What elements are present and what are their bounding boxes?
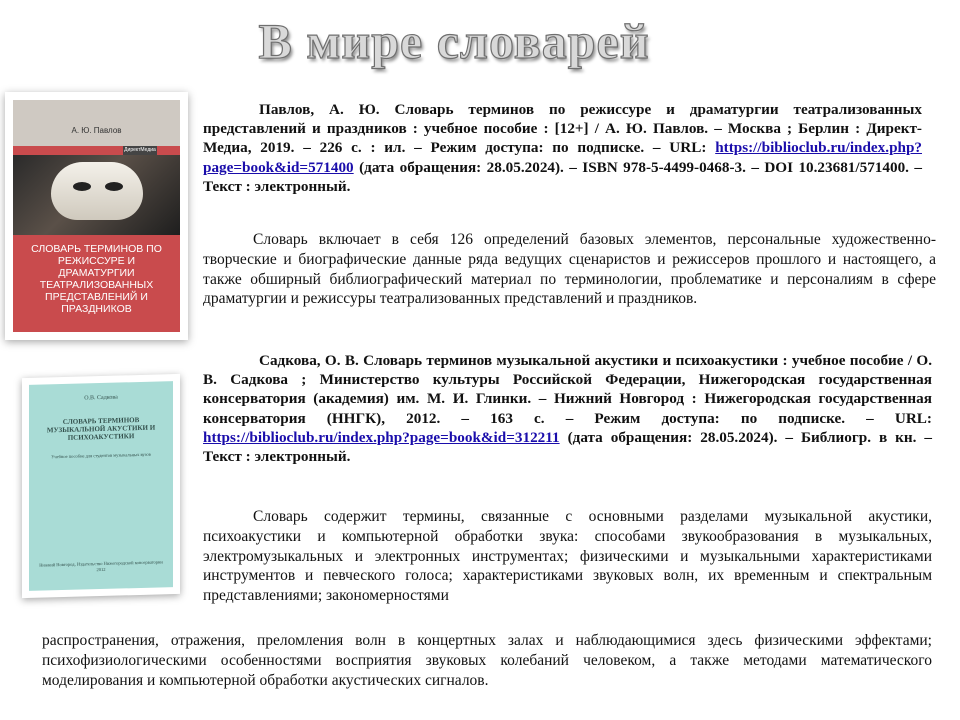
book1-bibliographic-record bbox=[203, 100, 922, 196]
book2-description-part1: Словарь содержит термины, связанные с основными разделами музыкальной акустики, психоакустики и компьютерной обработки звука: способами звукообразования в музыкальных, электромузыкальных и электронных инструментах; физическими и музыкальными характеристиками инструментов и певческого голоса; характеристиками звуковых волн, их временным и спектральным представлениями; закономерностями bbox=[203, 508, 932, 605]
book1-cover-author: А. Ю. Павлов bbox=[71, 126, 122, 135]
book2-cover-title: СЛОВАРЬ ТЕРМИНОВ МУЗЫКАЛЬНОЙ АКУСТИКИ И ПСИХОАКУСТИКИ bbox=[46, 415, 156, 442]
book2-url-link[interactable]: https://biblioclub.ru/index.php?page=book&id=312211 bbox=[203, 428, 560, 446]
mask-right-eye bbox=[105, 182, 123, 191]
book1-bib-text: Павлов, А. Ю. Словарь терминов по режиссуре и драматургии театрализованных представлений и праздников : учебное пособие : [12+] / А. Ю. Павлов. – Москва ; Берлин : Директ-Медиа, 2019. – 226 с. : ил. – Режим доступа: по подписке. – URL: bbox=[203, 101, 922, 157]
theatre-mask-icon bbox=[51, 162, 143, 220]
book1-bib-tail: (дата обращения: 28.05.2024). – ISBN 978-5-4499-0468-3. – DOI 10.23681/571400. – Текст : электронный. bbox=[203, 158, 922, 195]
book1-description: Словарь включает в себя 126 определений базовых элементов, персональные художественно-творческие и биографические данные ряда ведущих сценаристов и режиссеров прошлого и настоящего, а также обширный библиографический материал по терминологии, проблематике и персоналиям в сфере драматургии и режиссуры театрализованных представлений и праздников. bbox=[203, 231, 936, 308]
book2-bibliographic-record bbox=[203, 351, 932, 466]
book2-description-part2: распространения, отражения, преломления волн в концертных залах и наблюдающимися здесь физическими эффектами; психофизиологическими особенностями восприятия звуковых колебаний человеком, а также методами математического моделирования и компьютерной обработки акустических сигналов. bbox=[42, 632, 932, 689]
cover-top-band bbox=[13, 100, 180, 146]
book2-cover-author: О.В. Садкова bbox=[84, 394, 118, 402]
book2-bib-tail: (дата обращения: 28.05.2024). – Библиогр. в кн. – Текст : электронный. bbox=[203, 428, 932, 466]
book2-cover-imprint: Нижний Новгород, Издательство Нижегородской консерватории 2012 bbox=[39, 559, 163, 572]
book1-url-link[interactable]: https://biblioclub.ru/index.php?page=book&id=571400 bbox=[203, 139, 922, 176]
book2-cover-subtitle: Учебное пособие для студентов музыкальных вузов bbox=[51, 451, 151, 460]
book1-cover[interactable] bbox=[5, 92, 188, 340]
page-title: В мире словарей bbox=[258, 13, 650, 69]
book1-cover-title: СЛОВАРЬ ТЕРМИНОВ ПО РЕЖИССУРЕ И ДРАМАТУРГИИ ТЕАТРАЛИЗОВАННЫХ ПРЕДСТАВЛЕНИЙ И ПРАЗДНИКОВ bbox=[31, 243, 162, 315]
mask-left-eye bbox=[73, 182, 91, 191]
book2-cover[interactable] bbox=[22, 374, 180, 598]
book1-cover-image bbox=[13, 100, 180, 332]
book2-bib-text: Садкова, О. В. Словарь терминов музыкальной акустики и психоакустики : учебное пособие / О. В. Садкова ; Министерство культуры Российской Федерации, Нижегородская государственная консерватория (академия) им. М. И. Глинки. – Нижний Новгород : Нижегородская государственная консерватория (ННГК), 2012. – 163 с. – Режим доступа: по подписке. – URL: bbox=[203, 352, 932, 427]
book1-cover-publisher: ДиректМедиа bbox=[124, 147, 156, 153]
book2-cover-image bbox=[29, 381, 173, 591]
